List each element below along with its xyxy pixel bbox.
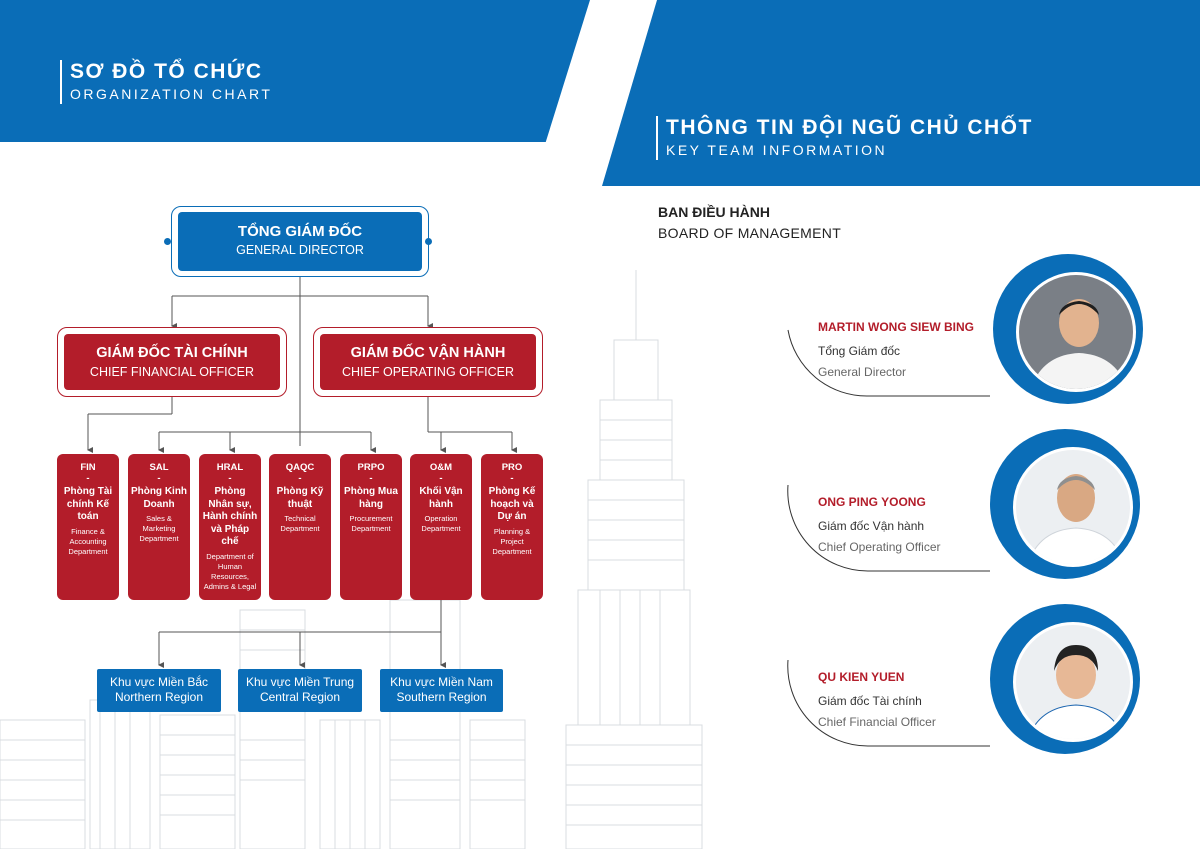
region-name-en: Northern Region: [114, 690, 204, 704]
member-photo: [1016, 272, 1136, 392]
dept-code: O&M: [429, 462, 453, 473]
member-photo: [1013, 622, 1133, 742]
cfo-box: [64, 334, 280, 390]
region-name-vi: Khu vực Miền Trung: [245, 675, 355, 689]
member-name: QU KIEN YUEN: [818, 670, 905, 684]
member-role-vi: Tổng Giám đốc: [818, 344, 901, 358]
key-team-title-en: KEY TEAM INFORMATION: [666, 142, 888, 158]
dept-code: PRPO: [357, 462, 385, 473]
dept-name-en: Finance & Accounting Department: [68, 526, 108, 556]
member-photo: [1013, 447, 1133, 567]
member-role-vi: Giám đốc Vận hành: [818, 519, 925, 533]
frame-dot-right: [425, 238, 432, 245]
dept-dash: -: [439, 473, 443, 484]
dept-fin: [57, 454, 119, 600]
dept-dash: -: [510, 473, 514, 484]
region-name-vi: Khu vực Miền Nam: [390, 675, 493, 689]
board-member-card: [780, 250, 1200, 410]
dept-name-vi: Phòng Tài chính Kế toán: [63, 486, 113, 522]
dept-dash: -: [228, 473, 232, 484]
dept-code: HRAL: [216, 462, 244, 473]
dept-name-en: Procurement Department: [349, 514, 393, 533]
board-title-vi: BAN ĐIỀU HÀNH: [658, 204, 770, 220]
dept-name-en: Operation Department: [421, 514, 461, 533]
dept-dash: -: [369, 473, 373, 484]
dept-dash: -: [86, 473, 90, 484]
dept-name-vi: Khối Vận hành: [419, 486, 463, 510]
dept-pro: [481, 454, 543, 600]
region-central: [238, 669, 362, 712]
dept-name-vi: Phòng Kinh Doanh: [130, 486, 188, 510]
region-south: [380, 669, 503, 712]
dept-dash: -: [157, 473, 161, 484]
dept-name-vi: Phòng Mua hàng: [344, 486, 398, 510]
org-chart-title-en: ORGANIZATION CHART: [70, 86, 273, 102]
key-team-title-vi: THÔNG TIN ĐỘI NGŨ CHỦ CHỐT: [666, 116, 1033, 139]
member-name: ONG PING YOONG: [818, 495, 926, 509]
member-role-en: Chief Financial Officer: [818, 715, 936, 729]
dept-name-en: Department of Human Resources, Admins & Legal: [203, 551, 257, 591]
cfo-en: CHIEF FINANCIAL OFFICER: [89, 365, 255, 379]
region-name-en: Central Region: [259, 690, 341, 704]
dept-name-en: Technical Department: [280, 514, 320, 533]
general-director-box: [178, 212, 422, 271]
org-chart-title-vi: SƠ ĐỒ TỔ CHỨC: [70, 60, 263, 83]
cfo-vi: GIÁM ĐỐC TÀI CHÍNH: [96, 345, 248, 361]
dept-qaqc: [269, 454, 331, 600]
dept-prpo: [340, 454, 402, 600]
member-role-en: General Director: [818, 365, 907, 379]
dept-name-vi: Phòng Kỹ thuật: [276, 486, 324, 510]
dept-om: [410, 454, 472, 600]
dept-sal: [128, 454, 190, 600]
region-north: [97, 669, 221, 712]
coo-box: [320, 334, 536, 390]
dept-dash: -: [298, 473, 302, 484]
board-member-card: [780, 425, 1200, 585]
dept-code: QAQC: [285, 462, 315, 473]
member-role-vi: Giám đốc Tài chính: [818, 694, 922, 708]
frame-dot-left: [164, 238, 171, 245]
board-member-card: [780, 600, 1200, 760]
dept-name-en: Sales & Marketing Department: [139, 514, 179, 543]
coo-vi: GIÁM ĐỐC VẬN HÀNH: [350, 345, 506, 361]
board-title-en: BOARD OF MANAGEMENT: [658, 225, 842, 241]
member-name: MARTIN WONG SIEW BING: [818, 320, 974, 334]
dept-name-en: Planning & Project Department: [492, 526, 532, 556]
dept-hral: [199, 454, 261, 600]
dept-name-vi: Phòng Kế hoạch và Dự án: [488, 486, 536, 522]
region-name-vi: Khu vực Miền Bắc: [109, 675, 209, 689]
dept-code: PRO: [501, 462, 523, 473]
coo-en: CHIEF OPERATING OFFICER: [342, 365, 514, 379]
dept-code: FIN: [80, 462, 96, 473]
region-name-en: Southern Region: [396, 690, 487, 704]
general-director-en: GENERAL DIRECTOR: [236, 243, 364, 257]
dept-name-vi: Phòng Nhân sự, Hành chính và Pháp chế: [202, 486, 258, 547]
general-director-vi: TỔNG GIÁM ĐỐC: [237, 223, 363, 240]
member-role-en: Chief Operating Officer: [818, 540, 941, 554]
dept-code: SAL: [149, 462, 169, 473]
